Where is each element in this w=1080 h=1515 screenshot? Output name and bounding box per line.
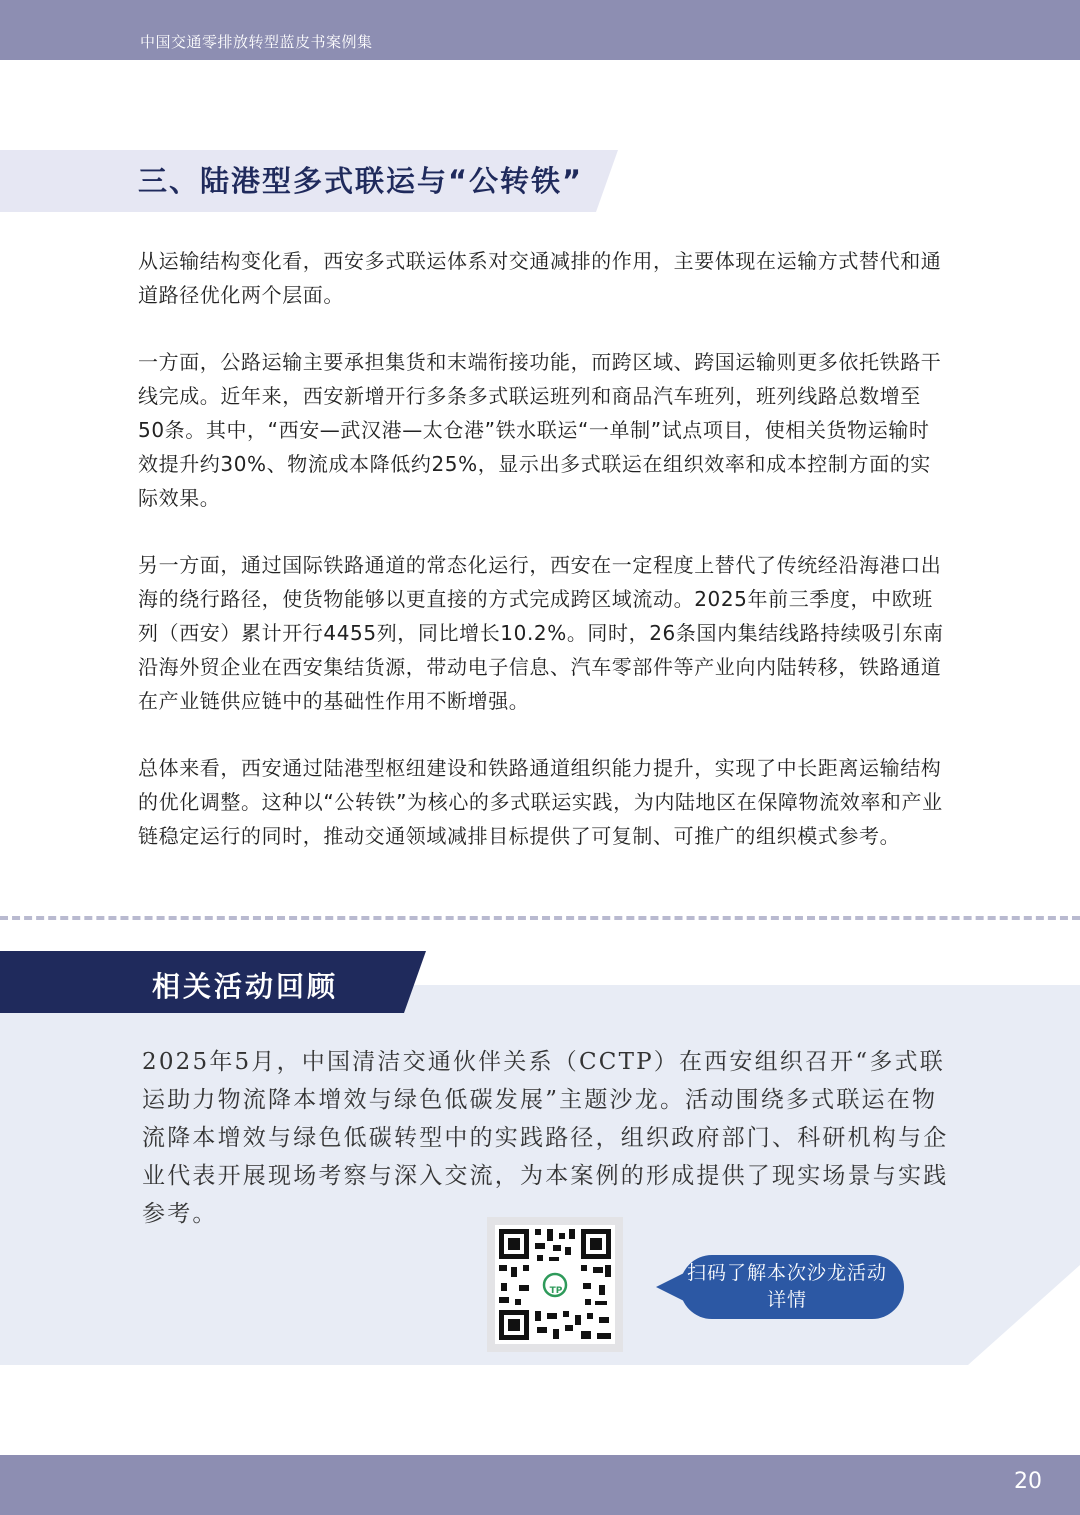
paragraph-3: 另一方面，通过国际铁路通道的常态化运行，西安在一定程度上替代了传统经沿海港口出海的绕行路径，使货物能够以更直接的方式完成跨区域流动。2025年前三季度，中欧班列（西安）累计开行4455列，同比增长10.2%。同时，26条国内集结线路持续吸引东南沿海外贸企业在西安集结货源，带动电子信息、汽车零部件等产业向内陆转移，铁路通道在产业链供应链中的基础性作用不断增强。 (138, 553, 944, 713)
review-heading: 相关活动回顾 (152, 970, 339, 1003)
page-number: 20 (1014, 1469, 1042, 1494)
footer-bar (0, 1455, 1080, 1515)
section-divider (0, 916, 1080, 920)
bubble-text: 扫码了解本次沙龙活动详情 (686, 1262, 887, 1311)
qr-code[interactable] (487, 1217, 623, 1352)
paragraph-2: 一方面，公路运输主要承担集货和末端衔接功能，而跨区域、跨国运输则更多依托铁路干线完成。近年来，西安新增开行多条多式联运班列和商品汽车班列，班列线路总数增至50条。其中，“西安—武汉港—太仓港”铁水联运“一单制”试点项目，使相关货物运输时效提升约30%、物流成本降低约25%，显示出多式联运在组织效率和成本控制方面的实际效果。 (138, 350, 942, 510)
section-banner (0, 150, 618, 212)
section-heading: 三、陆港型多式联运与“公转铁” (138, 164, 584, 198)
review-text: 2025年5月，中国清洁交通伙伴关系（CCTP）在西安组织召开“多式联运助力物流降本增效与绿色低碳发展”主题沙龙。活动围绕多式联运在物流降本增效与绿色低碳转型中的实践路径，组织政府部门、科研机构与企业代表开展现场考察与深入交流，为本案例的形成提供了现实场景与实践参考。 (142, 1049, 949, 1227)
review-banner (0, 951, 426, 1013)
header-bar (0, 0, 1080, 60)
header-title: 中国交通零排放转型蓝皮书案例集 (140, 33, 373, 51)
paragraph-4: 总体来看，西安通过陆港型枢纽建设和铁路通道组织能力提升，实现了中长距离运输结构的优化调整。这种以“公转铁”为核心的多式联运实践，为内陆地区在保障物流效率和产业链稳定运行的同时，推动交通领域减排目标提供了可复制、可推广的组织模式参考。 (138, 756, 943, 848)
qr-logo-text: TP (549, 1286, 563, 1296)
speech-bubble (656, 1255, 904, 1319)
qr-code-icon (495, 1225, 615, 1344)
paragraph-1: 从运输结构变化看，西安多式联运体系对交通减排的作用，主要体现在运输方式替代和通道路径优化两个层面。 (138, 249, 942, 307)
